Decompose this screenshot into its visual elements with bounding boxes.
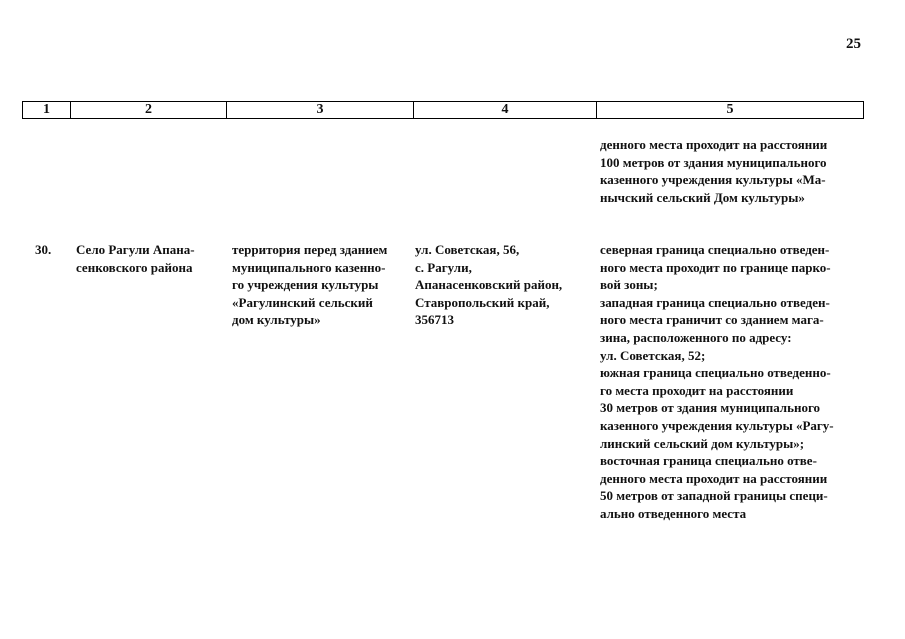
table-header-row	[22, 101, 864, 119]
header-cell-1: 1	[23, 102, 71, 118]
header-cell-2: 2	[71, 102, 227, 118]
page-number: 25	[846, 36, 861, 52]
header-cell-4: 4	[414, 102, 597, 118]
address: ул. Советская, 56, с. Рагули, Апанасенковский район, Ставропольский край, 356713	[415, 242, 563, 328]
row-number: 30.	[35, 242, 52, 257]
boundary-description: северная граница специально отведен- ного места проходит по границе парко- вой зоны; западная граница специально отведен- ного места граничит со зданием мага- зина, расположенного по адресу: ул. Советская, 52; южная граница специально отведенно- го места проходит на расстоянии 30 метров от здания муниципального казенного учреждения культуры «Рагу- линский сельский дом культуры»; восточная граница специально отве- денного места проходит на расстоянии 50 метров от западной границы специ- ально отведенного места	[600, 242, 834, 521]
continuation-boundary-text: денного места проходит на расстоянии 100 метров от здания муниципального казенного учреждения культуры «Ма- нычский сельский Дом культуры»	[600, 137, 828, 205]
settlement-name: Село Рагули Апана- сенковского района	[76, 242, 195, 275]
header-cell-5: 5	[726, 102, 734, 117]
header-cell-3: 3	[227, 102, 414, 118]
territory-description: территория перед зданием муниципального казенно- го учреждения культуры «Рагулинский сельский дом культуры»	[232, 242, 388, 328]
